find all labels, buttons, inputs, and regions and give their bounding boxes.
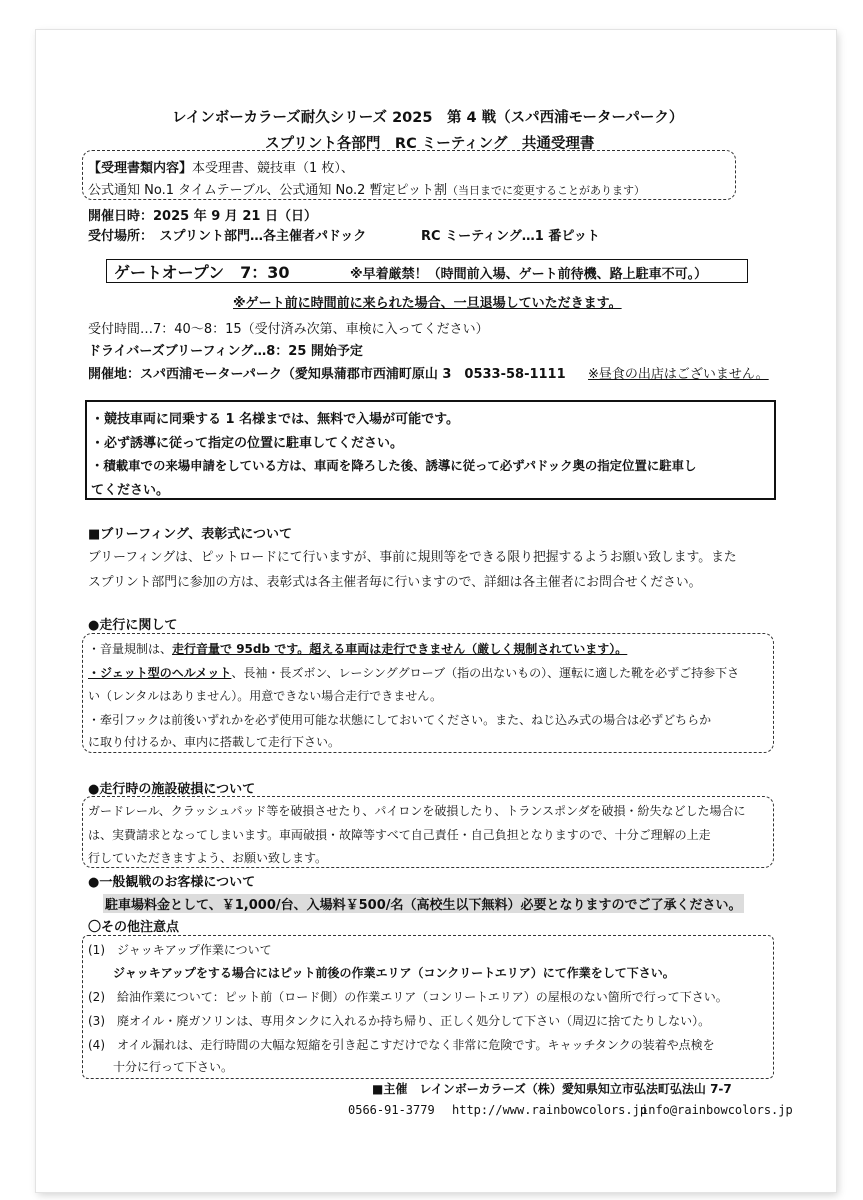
venue-note: ※昼食の出店はございません。	[588, 367, 769, 382]
gate-open-note: ※早着厳禁！（時間前入場、ゲート前待機、路上駐車不可。）	[350, 267, 708, 282]
damage-line-2: は、実費請求となってしまいます。車両破損・故障等すべて自己責任・自己負担となりますので、十分ご理解の上走	[88, 828, 711, 842]
helmet-rest: 、長袖・長ズボン、レーシンググローブ（指の出ないもの）、運転に適した靴を必ずご持参下さ	[231, 666, 740, 680]
venue: 開催地：スパ西浦モーターパーク（愛知県蒲郡市西浦町原山 3 0533-58-1111	[88, 367, 566, 382]
documents-items: 本受理書、競技車（1 枚）、	[192, 161, 354, 176]
other-item-4-line-2: 十分に行って下さい。	[113, 1060, 234, 1074]
driver-briefing-time: ドライバーズブリーフィング…8：25 開始予定	[88, 344, 363, 359]
spectator-heading: ●一般観戦のお客様について	[88, 875, 256, 890]
sound-prefix: ・音量規制は、	[88, 642, 173, 656]
notice-line-3: ・積載車での来場申請をしている方は、車両を降ろした後、誘導に従って必ずパドック奥の指定位置に駐車し	[91, 458, 697, 473]
footer-url[interactable]: http://www.rainbowcolors.jp	[452, 1103, 648, 1117]
spectator-fee: 駐車場料金として、￥1,000/台、入場料￥500/名（高校生以下無料）必要となりますのでご了承ください。	[103, 894, 744, 913]
reception-time: 受付時間…7：40～8：15（受付済み次第、車検に入ってください）	[88, 322, 489, 337]
venue-line	[88, 363, 566, 382]
documents-line-2	[88, 179, 645, 198]
event-date: 開催日時：2025 年 9 月 21 日（日）	[88, 209, 317, 224]
tow-hook-line-2: に取り付けるか、車内に搭載して走行下さい。	[88, 735, 341, 749]
documents-notices: 公式通知 No.1 タイムテーブル、公式通知 No.2 暫定ピット割	[88, 183, 447, 198]
briefing-body-2: スプリント部門に参加の方は、表彰式は各主催者毎に行いますので、詳細は各主催者にお問合せください。	[88, 575, 702, 590]
running-heading: ●走行に関して	[88, 618, 178, 633]
damage-line-1: ガードレール、クラッシュパッド等を破損させたり、パイロンを破損したり、トランスポンダを破損・紛失などした場合に	[88, 804, 746, 818]
documents-line-1	[88, 157, 354, 176]
document-subtitle: スプリント各部門 RC ミーティング 共通受理書	[265, 136, 595, 152]
notice-line-2: ・必ず誘導に従って指定の位置に駐車してください。	[91, 436, 404, 451]
notice-line-1: ・競技車両に同乗する 1 名様までは、無料で入場が可能です。	[91, 412, 460, 427]
other-item-1-body: ジャッキアップをする場合にはピット前後の作業エリア（コンクリートエリア）にて作業をして下さい。	[113, 966, 675, 980]
tow-hook-line-1: ・牽引フックは前後いずれかを必ず使用可能な状態にしておいてください。また、ねじ込み式の場合は必ずどちらか	[88, 713, 712, 727]
notice-line-4: てください。	[91, 483, 170, 498]
other-item-2: (2) 給油作業について：ピット前（ロード側）の作業エリア（コンリートエリア）の屋根のない箇所で行って下さい。	[88, 990, 728, 1004]
other-item-1-title: (1) ジャッキアップ作業について	[88, 943, 272, 957]
documents-note: （当日までに変更することがあります）	[447, 184, 645, 197]
damage-heading: ●走行時の施設破損について	[88, 782, 256, 797]
gate-open-time: ゲートオープン 7：30	[114, 263, 290, 282]
other-item-4-line-1: (4) オイル漏れは、走行時間の大幅な短縮を引き起こすだけでなく非常に危険です。キャッチタンクの装着や点検を	[88, 1038, 715, 1052]
helmet-line-1	[88, 664, 739, 681]
other-item-3: (3) 廃オイル・廃ガソリンは、専用タンクに入れるか持ち帰り、正しく処分して下さい（周辺に捨てたりしない）。	[88, 1014, 711, 1028]
helmet-requirement: ・ジェット型のヘルメット	[88, 666, 232, 680]
briefing-heading: ■ブリーフィング、表彰式について	[88, 527, 293, 542]
documents-label: 【受理書類内容】	[88, 161, 193, 176]
other-heading: 〇その他注意点	[88, 920, 180, 935]
briefing-body-1: ブリーフィングは、ピットロードにて行いますが、事前に規則等をできる限り把握するようお願い致します。また	[88, 550, 737, 565]
reception-rc: RC ミーティング…1 番ピット	[421, 229, 600, 244]
reception-place: 受付場所： スプリント部門…各主催者パドック	[88, 229, 367, 244]
helmet-line-2: い（レンタルはありません）。用意できない場合走行できません。	[88, 689, 442, 703]
footer-email[interactable]: info@rainbowcolors.jp	[641, 1103, 793, 1117]
sound-regulation	[88, 640, 627, 657]
document-title: レインボーカラーズ耐久シリーズ 2025 第 4 戦（スパ西浦モーターパーク）	[172, 110, 684, 126]
footer-phone: 0566-91-3779	[348, 1103, 435, 1117]
gate-warning: ※ゲート前に時間前に来られた場合、一旦退場していただきます。	[233, 296, 622, 311]
damage-line-3: 行していただきますよう、お願い致します。	[88, 851, 328, 865]
sound-limit: 走行音量で 95db です。超える車両は走行できません（厳しく規制されています）。	[172, 642, 628, 656]
organizer: ■主催 レインボーカラーズ（株）愛知県知立市弘法町弘法山 7-7	[372, 1082, 732, 1096]
document-page	[36, 30, 836, 1192]
